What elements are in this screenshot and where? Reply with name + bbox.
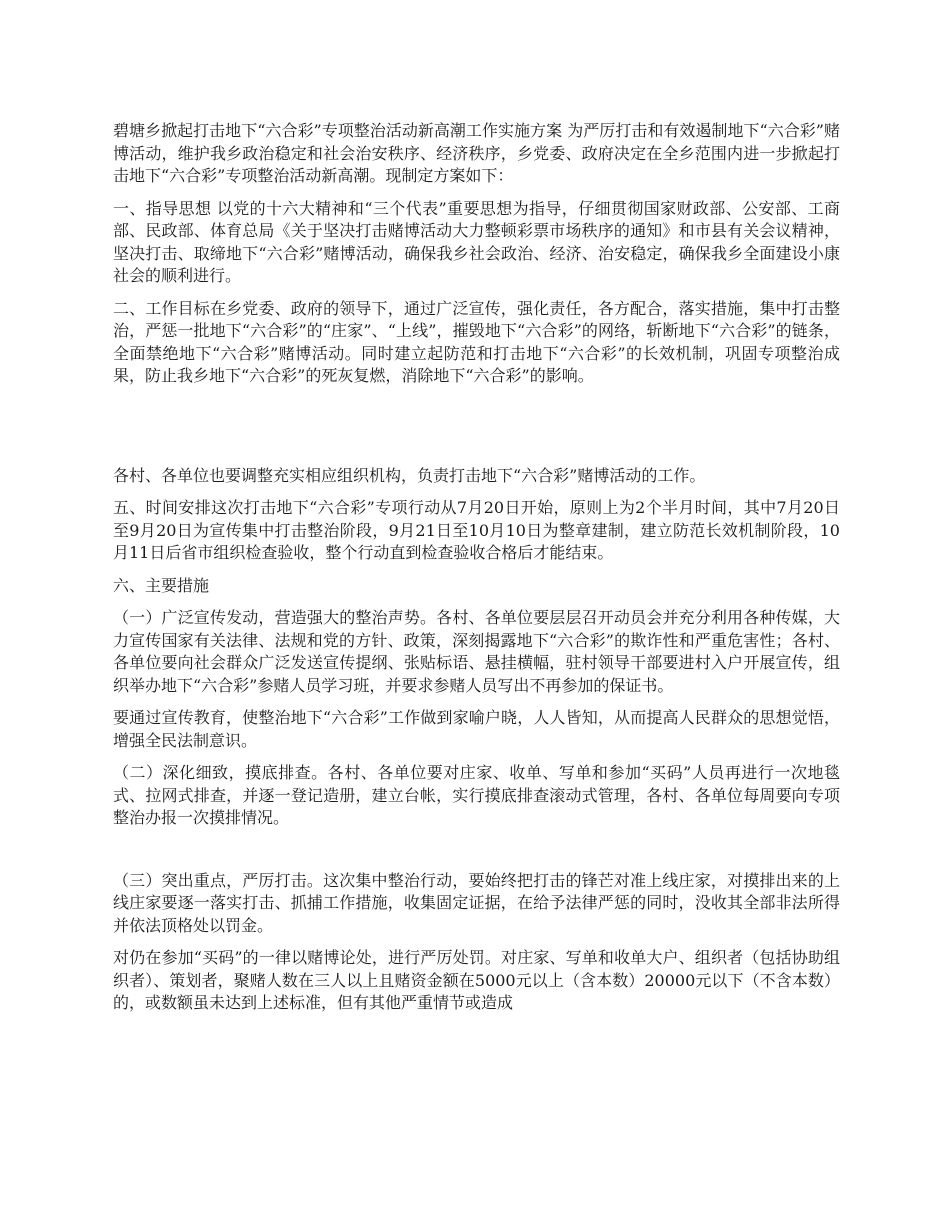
paragraph-schedule: 五、时间安排这次打击地下“六合彩”专项行动从7月20日开始，原则上为2个半月时间，其中7月20日至9月20日为宣传集中打击整治阶段，9月21日至10月10日为整章建制，建立防范长效机制阶段，10月11日后省市组织检查验收，整个行动直到检查验收合格后才能结束。 xyxy=(113,498,840,562)
paragraph-intro: 碧塘乡掀起打击地下“六合彩”专项整治活动新高潮工作实施方案 为严厉打击和有效遏制地下“六合彩”赌博活动，维护我乡政治稳定和社会治安秩序、经济秩序，乡党委、政府决定在全乡范围内进一步掀起打击地下“六合彩”专项整治活动新高潮。现制定方案如下： xyxy=(113,121,840,185)
paragraph-work-goal: 二、工作目标在乡党委、政府的领导下，通过广泛宣传，强化责任，各方配合，落实措施，集中打击整治，严惩一批地下“六合彩”的“庄家”、“上线”，摧毁地下“六合彩”的网络，斩断地下“六合彩”的链条，全面禁绝地下“六合彩”赌博活动。同时建立起防范和打击地下“六合彩”的长效机制，巩固专项整治成果，防止我乡地下“六合彩”的死灰复燃，消除地下“六合彩”的影响。 xyxy=(113,298,840,385)
page-gap xyxy=(113,398,840,465)
paragraph-guiding-thought: 一、指导思想 以党的十六大精神和“三个代表”重要思想为指导，仔细贯彻国家财政部、公安部、工商部、民政部、体育总局《关于坚决打击赌博活动大力整顿彩票市场秩序的通知》和市县有关会议精神，坚决打击、取缔地下“六合彩”赌博活动，确保我乡社会政治、经济、治安稳定，确保我乡全面建设小康社会的顺利进行。 xyxy=(113,198,840,285)
paragraph-measure-1: （一）广泛宣传发动，营造强大的整治声势。各村、各单位要层层召开动员会并充分利用各种传媒，大力宣传国家有关法律、法规和党的方针、政策，深刻揭露地下“六合彩”的欺诈性和严重危害性；各村、各单位要向社会群众广泛发送宣传提纲、张贴标语、悬挂横幅，驻村领导干部要进村入户开展宣传，组织举办地下“六合彩”参赌人员学习班，并要求参赌人员写出不再参加的保证书。 xyxy=(113,608,840,695)
paragraph-measure-2: （二）深化细致，摸底排查。各村、各单位要对庄家、收单、写单和参加“买码”人员再进行一次地毯式、拉网式排查，并逐一登记造册，建立台帐，实行摸底排查滚动式管理，各村、各单位每周要向专项整治办报一次摸排情况。 xyxy=(113,763,840,827)
document-body xyxy=(113,120,840,1025)
paragraph-measures-heading: 六、主要措施 xyxy=(113,575,210,595)
paragraph-education: 要通过宣传教育，使整治地下“六合彩”工作做到家喻户晓，人人皆知，从而提高人民群众的思想觉悟，增强全民法制意识。 xyxy=(113,708,840,750)
paragraph-measure-3: （三）突出重点，严厉打击。这次集中整治行动，要始终把打击的锋芒对准上线庄家，对摸排出来的上线庄家要逐一落实打击、抓捕工作措施，收集固定证据，在给予法律严惩的同时，没收其全部非法所得并依法顶格处以罚金。 xyxy=(113,870,840,935)
paragraph-organization: 各村、各单位也要调整充实相应组织机构，负责打击地下“六合彩”赌博活动的工作。 xyxy=(113,465,706,485)
paragraph-penalties: 对仍在参加“买码”的一律以赌博论处，进行严厉处罚。对庄家、写单和收单大户、组织者（包括协助组织者）、策划者，聚赌人数在三人以上且赌资金额在5000元以上（含本数）20000元以下（不含本数）的，或数额虽未达到上述标准，但有其他严重情节或造成 xyxy=(113,948,840,1012)
page-gap xyxy=(113,840,840,870)
